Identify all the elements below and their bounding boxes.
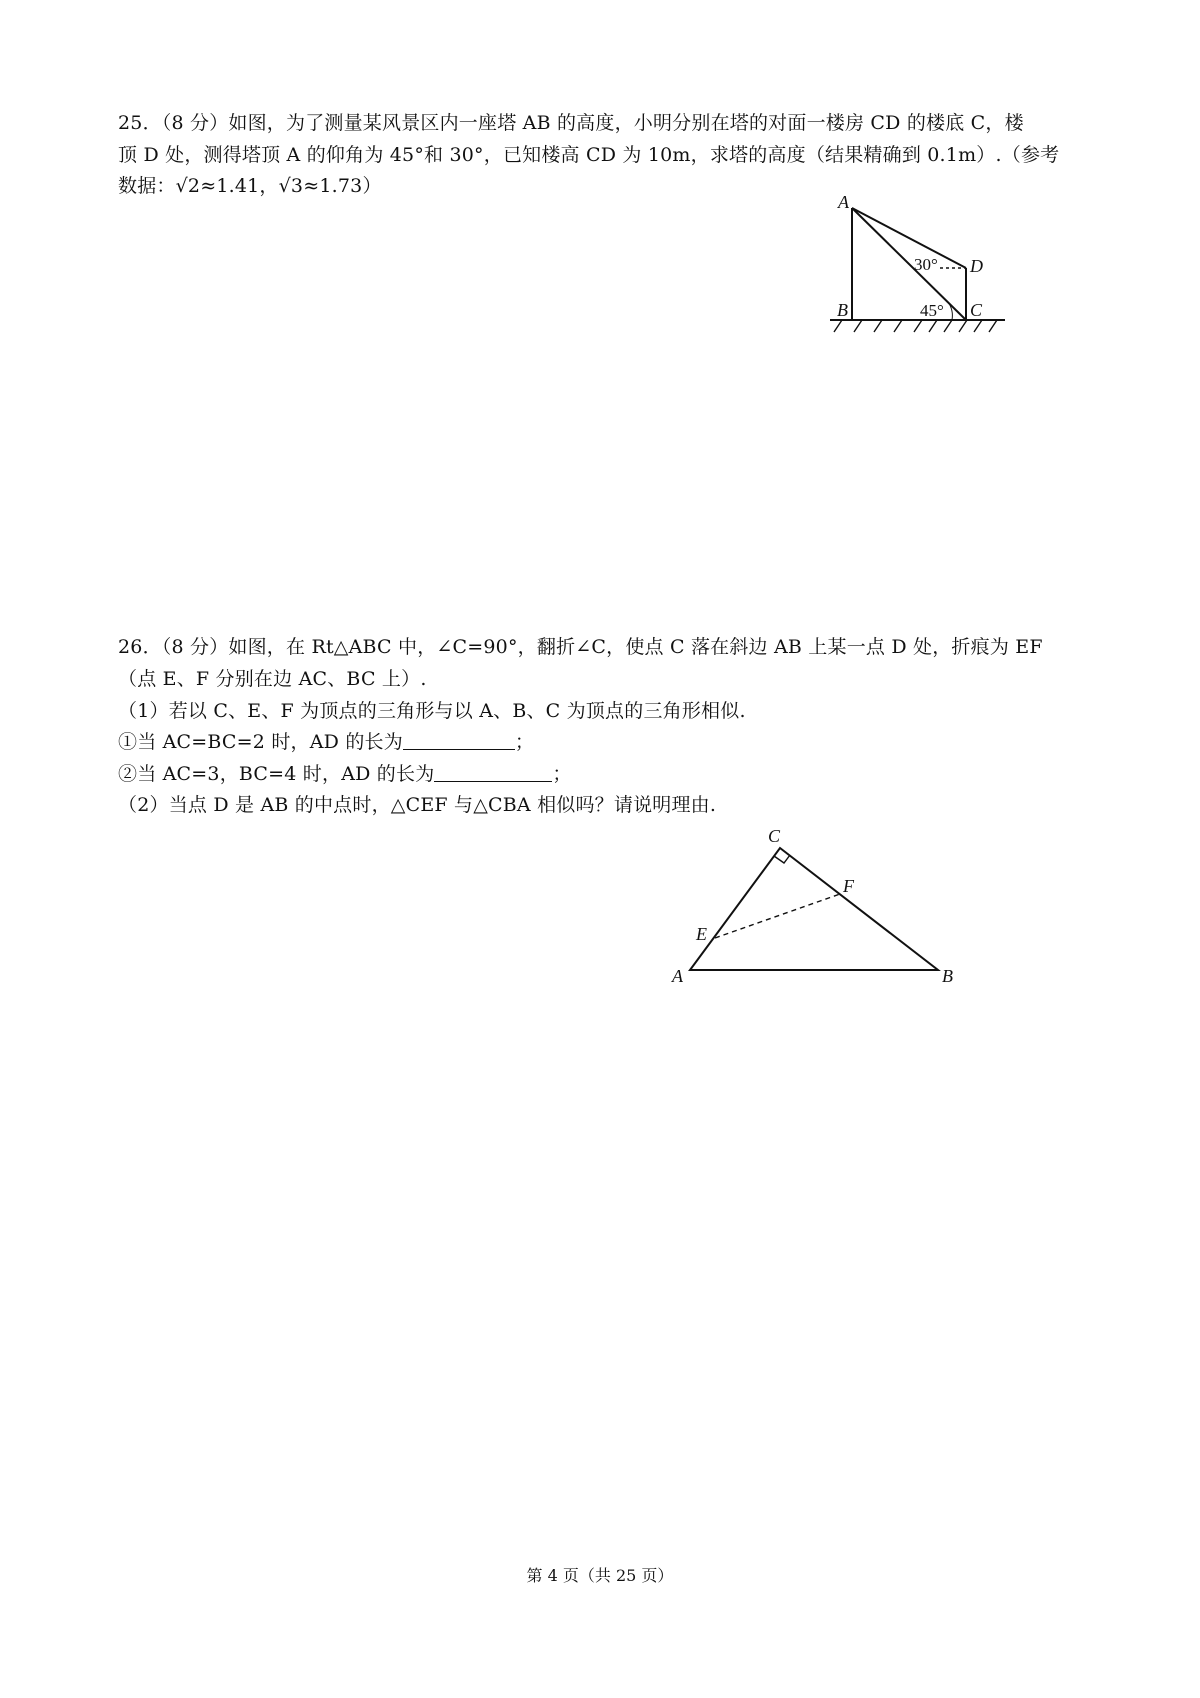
q26-line-5 [118,759,572,786]
q26-line-4-end: ； [514,731,535,753]
q26-line-1: 26．（8 分）如图，在 Rt△ABC 中，∠C=90°，翻折∠C，使点 C 落在斜边 AB 上某一点 D 处，折痕为 EF [118,636,1043,658]
q26-line-5-end: ； [552,763,572,785]
q26-line-6: （2）当点 D 是 AB 的中点时，△CEF 与△CBA 相似吗？请说明理由. [118,794,717,816]
q26-line-4-text: ①当 AC=BC=2 时，AD 的长为 [118,731,403,753]
label-b: B [942,966,953,986]
q26-line-2: （点 E、F 分别在边 AC、BC 上）. [118,668,427,690]
label-a: A [838,192,849,212]
q26-triangle-figure [660,820,980,1000]
label-a: A [672,966,683,986]
label-d: D [970,256,983,276]
angle-label-45: 45° [920,301,944,320]
ground-hatching [834,320,997,332]
label-c: C [768,826,781,846]
fold-line-ef [715,894,840,938]
q26-line-3: （1）若以 C、E、F 为顶点的三角形与以 A、B、C 为顶点的三角形相似. [118,700,746,722]
q25-line-2: 顶 D 处，测得塔顶 A 的仰角为 45°和 30°，已知楼高 CD 为 10m，求塔的高度（结果精确到 0.1m）.（参考 [118,144,1060,166]
angle-label-30: 30° [914,255,938,274]
sight-line-ad [852,208,966,268]
right-angle-marker [774,855,790,863]
answer-blank-2[interactable] [434,762,552,782]
label-e: E [696,924,707,944]
q26-line-4 [118,727,534,754]
label-b: B [837,300,848,320]
answer-blank-1[interactable] [403,730,515,750]
label-c: C [970,300,983,320]
q25-tower-figure [820,190,1020,350]
q26-line-5-text: ②当 AC=3，BC=4 时，AD 的长为 [118,763,435,785]
q25-line-3: 数据：√2≈1.41，√3≈1.73） [118,175,382,197]
triangle-abc [690,848,938,970]
page-footer: 第 4 页（共 25 页） [526,1566,674,1585]
q25-line-1: 25．（8 分）如图，为了测量某风景区内一座塔 AB 的高度，小明分别在塔的对面一楼房 CD 的楼底 C，楼 [118,112,1024,134]
label-f: F [843,876,854,896]
